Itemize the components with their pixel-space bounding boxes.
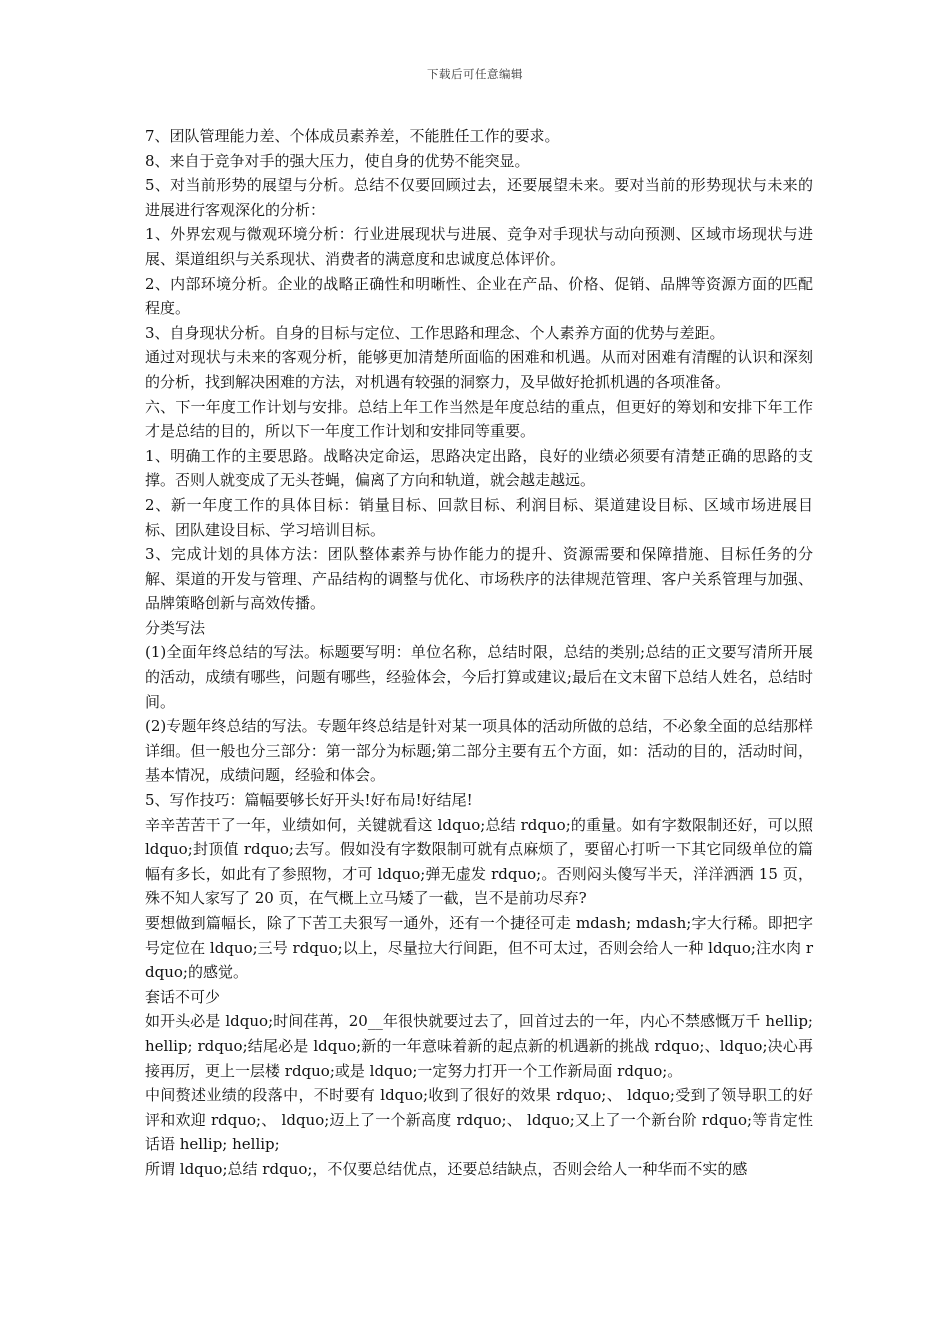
- paragraph: 3、完成计划的具体方法：团队整体素养与协作能力的提升、资源需要和保障措施、目标任务的分解、渠道的开发与管理、产品结构的调整与优化、市场秩序的法律规范管理、客户关系管理与加强、品牌策略创新与高效传播。: [145, 545, 813, 613]
- paragraph: (2)专题年终总结的写法。专题年终总结是针对某一项具体的活动所做的总结，不必象全面的总结那样详细。但一般也分三部分：第一部分为标题;第二部分主要有五个方面，如：活动的目的，活动时间，基本情况，成绩问题，经验和体会。: [145, 717, 813, 785]
- paragraph: 中间赘述业绩的段落中，不时要有 ldquo;收到了很好的效果 rdquo;、 ldquo;受到了领导职工的好评和欢迎 rdquo;、 ldquo;迈上了一个新高度 rdquo;、 ldquo;又上了一个新台阶 rdquo;等肯定性话语 hellip; hellip;: [145, 1086, 813, 1154]
- paragraph: 5、写作技巧：篇幅要够长好开头!好布局!好结尾!: [145, 791, 473, 810]
- paragraph: 六、下一年度工作计划与安排。总结上年工作当然是年度总结的重点，但更好的筹划和安排下年工作才是总结的目的，所以下一年度工作计划和安排同等重要。: [145, 397, 813, 441]
- paragraph: 8、来自于竞争对手的强大压力，使自身的优势不能突显。: [145, 151, 530, 170]
- page-header-note: 下载后可任意编辑: [427, 67, 523, 81]
- paragraph: 2、新一年度工作的具体目标：销量目标、回款目标、利润目标、渠道建设目标、区域市场进展目标、团队建设目标、学习培训目标。: [145, 495, 813, 539]
- section-heading: 套话不可少: [145, 987, 221, 1006]
- section-heading: 分类写法: [145, 618, 206, 637]
- paragraph: 1、外界宏观与微观环境分析：行业进展现状与进展、竞争对手现状与动向预测、区域市场现状与进展、渠道组织与关系现状、消费者的满意度和忠诚度总体评价。: [145, 225, 813, 268]
- paragraph: 如开头必是 ldquo;时间荏苒，20__年很快就要过去了，回首过去的一年，内心不禁感慨万千 hellip; hellip; rdquo;结尾必是 ldquo;新的一年意味着新的起点新的机遇新的挑战 rdquo;、ldquo;决心再接再厉，更上一层楼 rdquo;或是 ldquo;一定努力打开一个工作新局面 rdquo;。: [145, 1012, 813, 1080]
- paragraph: 7、团队管理能力差、个体成员素养差，不能胜任工作的要求。: [145, 127, 560, 145]
- paragraph: 5、对当前形势的展望与分析。总结不仅要回顾过去，还要展望未来。要对当前的形势现状与未来的进展进行客观深化的分析：: [145, 176, 813, 219]
- paragraph: 1、明确工作的主要思路。战略决定命运，思路决定出路，良好的业绩必须要有清楚正确的思路的支撑。否则人就变成了无头苍蝇，偏离了方向和轨道，就会越走越远。: [145, 446, 813, 490]
- paragraph: 2、内部环境分析。企业的战略正确性和明晰性、企业在产品、价格、促销、品牌等资源方面的匹配程度。: [145, 274, 813, 318]
- paragraph: 通过对现状与未来的客观分析，能够更加清楚所面临的困难和机遇。从而对困难有清醒的认识和深刻的分析，找到解决困难的方法，对机遇有较强的洞察力，及早做好抢抓机遇的各项准备。: [145, 348, 813, 391]
- paragraph: 辛辛苦苦干了一年，业绩如何，关键就看这 ldquo;总结 rdquo;的重量。如有字数限制还好，可以照 ldquo;封顶值 rdquo;去写。假如没有字数限制可就有点麻烦了，要留心打听一下其它同级单位的篇幅有多长，如此有了参照物，才可 ldquo;弹无虚发 rdquo;。否则闷头傻写半天，洋洋洒洒 15 页，殊不知人家写了 20 页，在气概上立马矮了一截，岂不是前功尽弃?: [145, 815, 813, 908]
- paragraph: 3、自身现状分析。自身的目标与定位、工作思路和理念、个人素养方面的优势与差距。: [145, 323, 725, 342]
- paragraph: 所谓 ldquo;总结 rdquo;，不仅要总结优点，还要总结缺点，否则会给人一种华而不实的感: [145, 1159, 748, 1178]
- paragraph: (1)全面年终总结的写法。标题要写明：单位名称，总结时限，总结的类别;总结的正文要写清所开展的活动，成绩有哪些，问题有哪些，经验体会，今后打算或建议;最后在文末留下总结人姓名，总结时间。: [145, 643, 813, 711]
- paragraph: 要想做到篇幅长，除了下苦工夫狠写一通外，还有一个捷径可走 mdash; mdash;字大行稀。即把字号定位在 ldquo;三号 rdquo;以上，尽量拉大行间距，但不可太过，否则会给人一种 ldquo;注水肉 rdquo;的感觉。: [145, 914, 813, 982]
- document-body: [145, 124, 813, 1182]
